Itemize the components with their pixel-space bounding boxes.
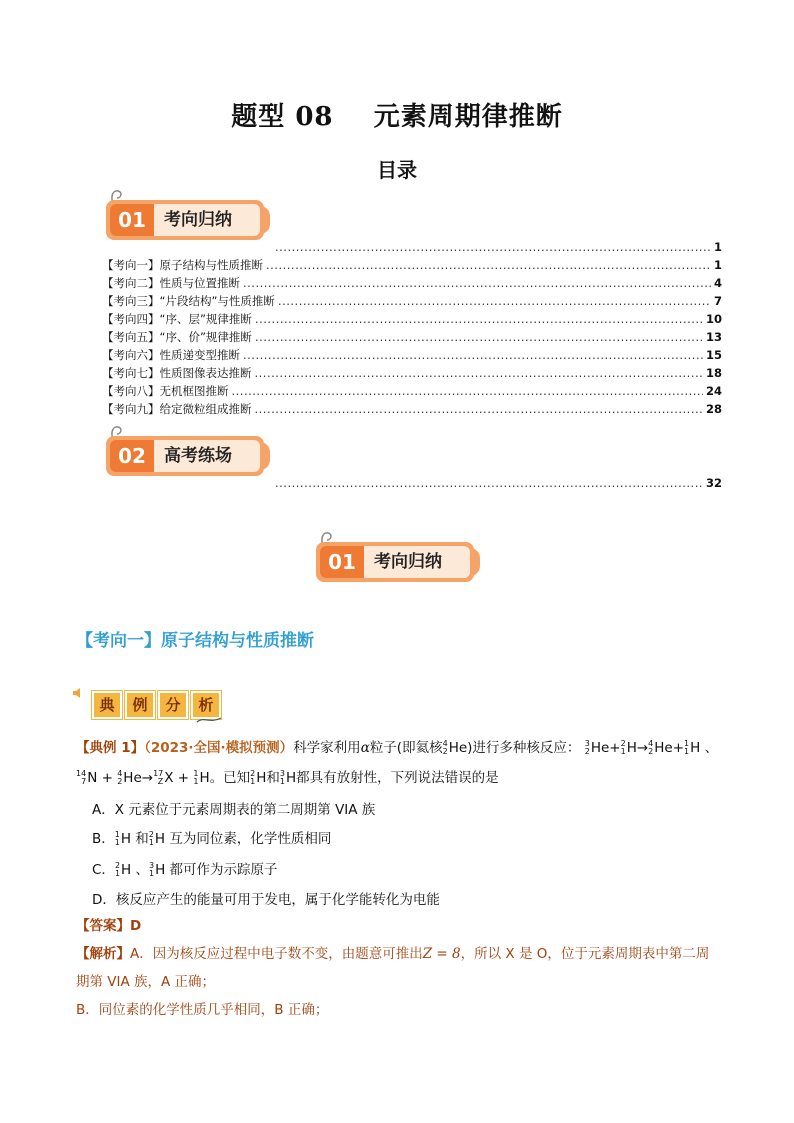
example-analysis-tag: 典 例 分 析 [92, 691, 224, 719]
toc-entry-6[interactable]: 【考向六】 性质递变型推断 ..... 15 [102, 346, 722, 364]
toc-entry-1[interactable]: 【考向一】 原子结构与性质推断 ..... 1 [102, 256, 722, 274]
section-badge-kaoxiang [106, 188, 266, 248]
toc-entry-8[interactable]: 【考向八】 无机框图推断 ..... 24 [102, 382, 722, 400]
badge-number: 01 [320, 546, 364, 578]
question-stem: 【典例 1】（2023·全国·模拟预测）科学家利用α粒子(即氦核 4 2 He)进行多种核反应： 3 2 He+ 2 1 H→ 4 2 He+ 1 1 H 、 [76, 739, 719, 756]
question-stem-line2: 14 7 N + 4 2 He→ 17 Z X + 1 1 H。已知 2 1 H和 3 1 H都具有放射性，下列说法错误的是 [76, 769, 499, 786]
analysis-line2: 期第 VIA 族，A 正确； [76, 974, 216, 990]
option-b[interactable]: B． 1 1 H 和 2 1 H 互为同位素，化学性质相同 [92, 830, 332, 847]
section-heading: 【考向一】原子结构与性质推断 [76, 631, 314, 651]
answer: 【答案】D [76, 918, 142, 934]
toc-heading: 目录 [377, 158, 417, 182]
toc-entry-5[interactable]: 【考向五】 “序、价”规律推断 ..... 13 [102, 328, 722, 346]
toc-entry-9[interactable]: 【考向九】 给定微粒组成推断 ..... 28 [102, 400, 722, 418]
toc-entry-kaoxiang[interactable]: ..... 1 [272, 238, 722, 256]
analysis-line1: 【解析】A．因为核反应过程中电子数不变，由题意可推出Z = 8，所以 X 是 O，位于元素周期表中第二周 [76, 946, 710, 962]
option-d[interactable]: D．核反应产生的能量可用于发电，属于化学能转化为电能 [92, 892, 440, 908]
analysis-line3: B．同位素的化学性质几乎相同，B 正确； [76, 1002, 329, 1018]
section-badge-kaoxiang-main [316, 530, 476, 590]
toc-entry-gaokao[interactable]: ..... 32 [272, 474, 722, 492]
badge-label: 高考练场 [164, 446, 232, 466]
badge-number: 01 [110, 204, 154, 236]
toc-entry-2[interactable]: 【考向二】 性质与位置推断 ..... 4 [102, 274, 722, 292]
toc-entry-7[interactable]: 【考向七】 性质图像表达推断 ..... 18 [102, 364, 722, 382]
speaker-icon [72, 686, 86, 700]
section-badge-gaokao [106, 424, 266, 484]
badge-number: 02 [110, 440, 154, 472]
toc-entry-4[interactable]: 【考向四】 “序、层”规律推断 ..... 10 [102, 310, 722, 328]
badge-label: 考向归纳 [374, 552, 442, 572]
toc-entry-3[interactable]: 【考向三】 “片段结构”与性质推断 ..... 7 [102, 292, 722, 310]
option-c[interactable]: C． 2 1 H 、 3 1 H 都可作为示踪原子 [92, 861, 278, 878]
badge-label: 考向归纳 [164, 210, 232, 230]
flourish-icon [196, 716, 222, 724]
page-title: 题型 08 元素周期律推断 [231, 102, 563, 132]
option-a[interactable]: A．X 元素位于元素周期表的第二周期第 VIA 族 [92, 802, 376, 818]
